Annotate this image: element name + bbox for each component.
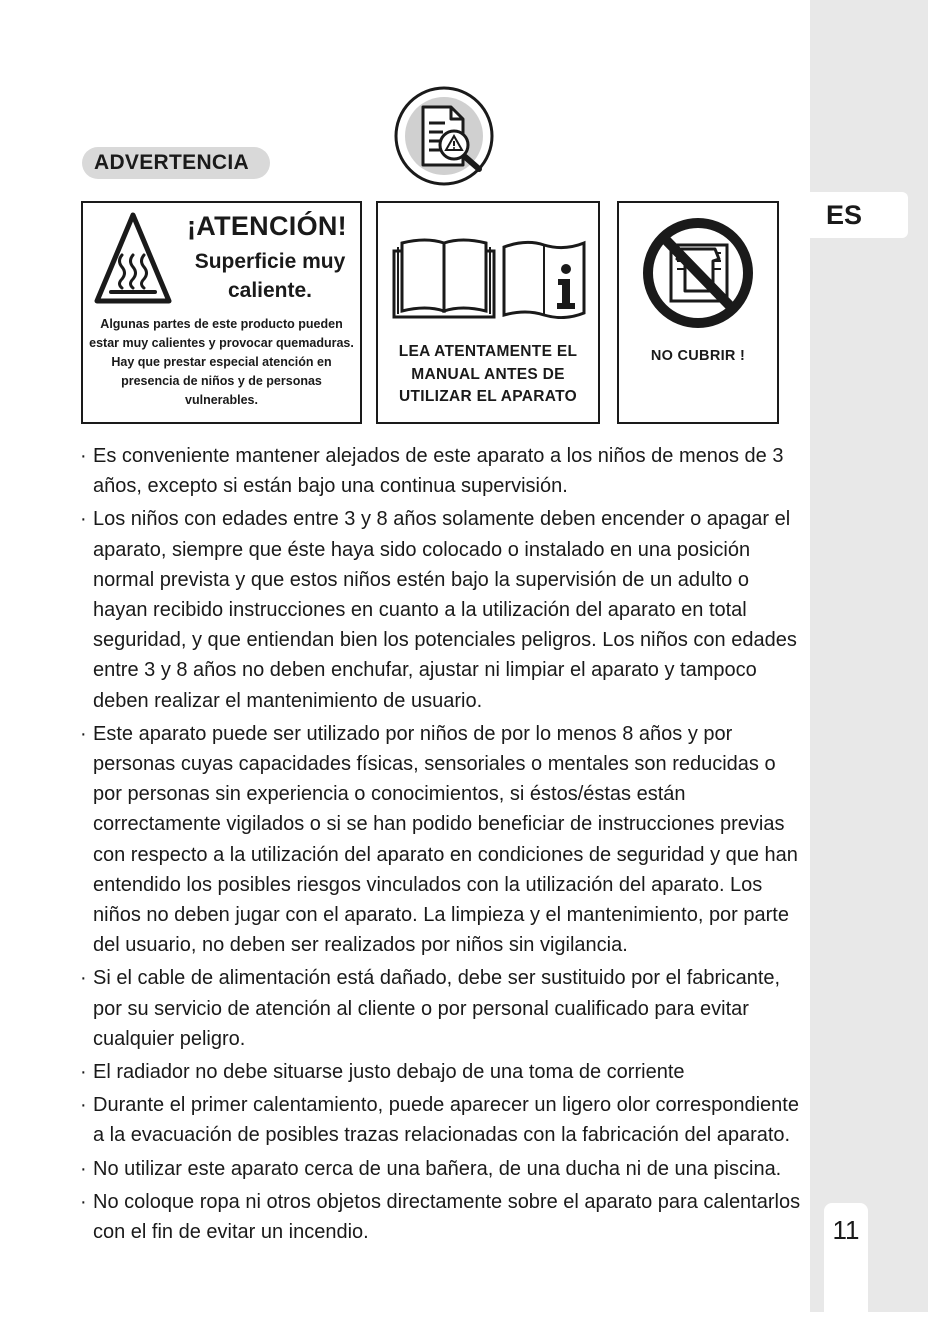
hot-surface-warning-panel — [81, 201, 362, 424]
bullet-marker: · — [80, 1061, 87, 1084]
section-heading-label: ADVERTENCIA — [94, 151, 249, 174]
list-item — [80, 441, 802, 501]
list-item-text: Este aparato puede ser utilizado por niños de por lo menos 8 años y por personas cuyas capacidades físicas, sensoriales o mentales son reducidas o por personas sin experiencia o conocimientos, si éstos/éstas están correctamente vigilados o si se han podido beneficiar de instrucciones previas con respecto a la utilización del aparato en condiciones de seguridad y que han entendido los posibles riesgos vinculados con la utilización del aparato. Los niños no deben jugar con el aparato. La limpieza y el mantenimiento, por parte del usuario, no deben ser realizados por niños sin vigilancia. — [93, 722, 798, 957]
list-item-text: Es conveniente mantener alejados de este aparato a los niños de menos de 3 años, excepto si están bajo una continua supervisión. — [93, 445, 784, 498]
list-item — [80, 1154, 802, 1184]
page-number-tab — [824, 1203, 868, 1318]
do-not-cover-icon — [641, 215, 755, 331]
attention-subtitle: Superficie muy caliente. — [194, 250, 346, 302]
list-item-text: Durante el primer calentamiento, puede aparecer un ligero olor correspondiente a la evacuación de posibles trazas relacionadas con la fabricación del aparato. — [93, 1094, 799, 1147]
list-item — [80, 719, 802, 961]
manual-warning-icon — [393, 85, 495, 187]
attention-title: ¡ATENCIÓN! — [187, 211, 347, 241]
warning-list — [80, 441, 802, 1250]
do-not-cover-text: NO CUBRIR ! — [650, 348, 746, 364]
read-manual-icon — [386, 235, 592, 319]
bullet-marker: · — [80, 445, 87, 467]
page-number: 11 — [832, 1215, 860, 1245]
bullet-marker: · — [80, 967, 87, 990]
list-item — [80, 1057, 802, 1087]
bullet-marker: · — [80, 1094, 87, 1117]
list-item-text: El radiador no debe situarse justo debajo de una toma de corriente — [93, 1061, 685, 1084]
list-item-text: No coloque ropa ni otros objetos directamente sobre el aparato para calentarlos con el fin de evitar un incendio. — [93, 1190, 801, 1244]
hot-surface-icon — [93, 209, 173, 309]
bullet-marker: · — [80, 722, 87, 745]
list-item-text: No utilizar este aparato cerca de una bañera, de una ducha ni de una piscina. — [93, 1157, 782, 1180]
language-tab — [810, 192, 908, 238]
list-item — [80, 1090, 802, 1150]
list-item — [80, 963, 802, 1054]
read-manual-panel — [376, 201, 600, 424]
bullet-marker: · — [80, 1157, 87, 1180]
section-heading — [82, 147, 270, 179]
read-manual-text: LEA ATENTAMENTE EL MANUAL ANTES DE UTILIZAR EL APARATO — [398, 343, 578, 405]
list-item-text: Los niños con edades entre 3 y 8 años solamente deben encender o apagar el aparato, siempre que éste haya sido colocado o instalado en una posición normal prevista y que estos niños estén bajo la supervisión de un adulto o hayan recibido instrucciones en cuanto a la utilización del aparato en total seguridad, y que entiendan bien los potenciales peligros. Los niños con edades entre 3 y 8 años no deben enchufar, ajustar ni limpiar el aparato y tampoco deben realizar el mantenimiento de usuario. — [93, 508, 797, 712]
list-item — [80, 504, 802, 715]
attention-description: Algunas partes de este producto pueden estar muy calientes y provocar quemaduras. Hay que prestar especial atención en presencia de niños y de personas vulnerables. — [89, 317, 354, 407]
language-label: ES — [826, 199, 863, 230]
do-not-cover-panel — [617, 201, 779, 424]
list-item-text: Si el cable de alimentación está dañado, debe ser sustituido por el fabricante, por su servicio de atención al cliente o por personal cualificado para evitar cualquier peligro. — [93, 967, 781, 1050]
list-item — [80, 1187, 802, 1247]
bullet-marker: · — [80, 508, 87, 531]
bullet-marker: · — [80, 1190, 87, 1213]
